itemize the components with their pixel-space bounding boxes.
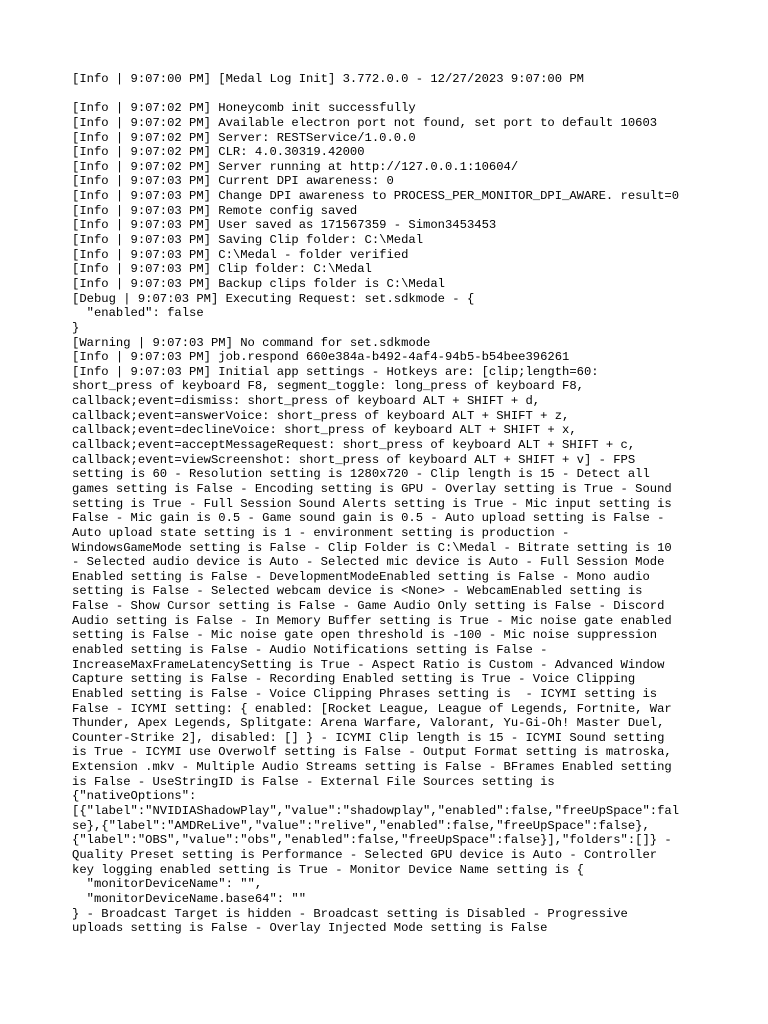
log-line: "monitorDeviceName": "", — [72, 877, 263, 892]
log-line: "enabled": false — [72, 306, 204, 321]
log-line: } - Broadcast Target is hidden - Broadcast setting is Disabled - Progressive — [72, 906, 628, 921]
log-line: [Warning | 9:07:03 PM] No command for set.sdkmode — [72, 335, 431, 350]
log-line: se},{"label":"AMDReLive","value":"relive","enabled":false,"freeUpSpace":false}, — [72, 818, 650, 833]
log-line: [Info | 9:07:03 PM] C:\Medal - folder verified — [72, 247, 409, 262]
log-line: games setting is False - Encoding setting is GPU - Overlay setting is True - Sound — [72, 481, 672, 496]
log-line: IncreaseMaxFrameLatencySetting is True - Aspect Ratio is Custom - Advanced Window — [72, 657, 665, 672]
log-line: [Info | 9:07:03 PM] User saved as 171567359 - Simon3453453 — [72, 218, 497, 233]
log-line: setting is False - Selected webcam device is <None> - WebcamEnabled setting is — [72, 584, 643, 599]
log-body — [72, 101, 712, 936]
log-line: False - Show Cursor setting is False - Game Audio Only setting is False - Discord — [72, 599, 665, 614]
log-line: Auto upload state setting is 1 - environment setting is production - — [72, 525, 570, 540]
log-line: Quality Preset setting is Performance - Selected GPU device is Auto - Controller — [72, 847, 658, 862]
log-line: callback;event=dismiss: short_press of keyboard ALT + SHIFT + d, — [72, 394, 541, 409]
log-line: setting is True - Full Session Sound Alerts setting is True - Mic input setting is — [72, 496, 672, 511]
log-line: [Info | 9:07:02 PM] CLR: 4.0.30319.42000 — [72, 145, 365, 160]
log-line: [Info | 9:07:02 PM] Server: RESTService/1.0.0.0 — [72, 130, 416, 145]
log-line: [Info | 9:07:02 PM] Server running at http://127.0.0.1:10604/ — [72, 159, 519, 174]
log-line: [Debug | 9:07:03 PM] Executing Request: set.sdkmode - { — [72, 291, 475, 306]
log-line: enabled setting is False - Audio Notifications setting is False - — [72, 642, 548, 657]
log-line: is True - ICYMI use Overwolf setting is False - Output Format setting is matroska, — [72, 745, 672, 760]
log-line: Thunder, Apex Legends, Splitgate: Arena Warfare, Valorant, Yu-Gi-Oh! Master Duel, — [72, 716, 665, 731]
log-line: callback;event=viewScreenshot: short_press of keyboard ALT + SHIFT + v] - FPS — [72, 452, 636, 467]
log-line: [Info | 9:07:03 PM] Remote config saved — [72, 203, 358, 218]
log-line: False - Mic gain is 0.5 - Game sound gain is 0.5 - Auto upload setting is False - — [72, 511, 665, 526]
log-line: } — [72, 320, 80, 335]
log-line: [Info | 9:07:02 PM] Available electron port not found, set port to default 10603 — [72, 115, 658, 130]
log-line: is False - UseStringID is False - External File Sources setting is — [72, 774, 555, 789]
log-line: setting is 60 - Resolution setting is 1280x720 - Clip length is 15 - Detect all — [72, 467, 650, 482]
log-line: short_press of keyboard F8, segment_toggle: long_press of keyboard F8, — [72, 379, 584, 394]
log-line: [Info | 9:07:03 PM] Initial app settings - Hotkeys are: [clip;length=60: — [72, 364, 599, 379]
log-line: WindowsGameMode setting is False - Clip Folder is C:\Medal - Bitrate setting is 10 — [72, 540, 672, 555]
log-line: - Selected audio device is Auto - Selected mic device is Auto - Full Session Mode — [72, 555, 665, 570]
log-line: [Info | 9:07:03 PM] Backup clips folder is C:\Medal — [72, 276, 445, 291]
log-line: uploads setting is False - Overlay Injected Mode setting is False — [72, 921, 548, 936]
log-line: Counter-Strike 2], disabled: [] } - ICYMI Clip length is 15 - ICYMI Sound setting — [72, 730, 665, 745]
log-document — [72, 72, 712, 936]
blank-line — [72, 87, 712, 102]
log-line: [Info | 9:07:03 PM] job.respond 660e384a-b492-4af4-94b5-b54bee396261 — [72, 350, 570, 365]
log-line: Extension .mkv - Multiple Audio Streams setting is False - BFrames Enabled setting — [72, 760, 672, 775]
log-line: [Info | 9:07:03 PM] Saving Clip folder: C:\Medal — [72, 233, 424, 248]
log-line: Capture setting is False - Recording Enabled setting is True - Voice Clipping — [72, 672, 636, 687]
log-init-line: [Info | 9:07:00 PM] [Medal Log Init] 3.772.0.0 - 12/27/2023 9:07:00 PM — [72, 72, 584, 86]
log-line: Audio setting is False - In Memory Buffer setting is True - Mic noise gate enabled — [72, 613, 672, 628]
log-line: key logging enabled setting is True - Monitor Device Name setting is { — [72, 862, 584, 877]
log-line: callback;event=declineVoice: short_press of keyboard ALT + SHIFT + x, — [72, 423, 577, 438]
log-line: {"label":"OBS","value":"obs","enabled":false,"freeUpSpace":false}],"folders":[]} - — [72, 833, 672, 848]
log-line: [{"label":"NVIDIAShadowPlay","value":"shadowplay","enabled":false,"freeUpSpace":fal — [72, 804, 680, 819]
log-line: False - ICYMI setting: { enabled: [Rocket League, League of Legends, Fortnite, War — [72, 701, 672, 716]
log-line: setting is False - Mic noise gate open threshold is -100 - Mic noise suppression — [72, 628, 658, 643]
log-line: "monitorDeviceName.base64": "" — [72, 891, 307, 906]
log-line: Enabled setting is False - DevelopmentModeEnabled setting is False - Mono audio — [72, 569, 650, 584]
log-line: [Info | 9:07:03 PM] Change DPI awareness to PROCESS_PER_MONITOR_DPI_AWARE. result=0 — [72, 189, 680, 204]
log-line: Enabled setting is False - Voice Clipping Phrases setting is - ICYMI setting is — [72, 686, 658, 701]
log-line: [Info | 9:07:03 PM] Current DPI awareness: 0 — [72, 174, 394, 189]
log-line: {"nativeOptions": — [72, 789, 197, 804]
log-line: callback;event=answerVoice: short_press of keyboard ALT + SHIFT + z, — [72, 408, 570, 423]
log-line: callback;event=acceptMessageRequest: short_press of keyboard ALT + SHIFT + c, — [72, 438, 636, 453]
log-line: [Info | 9:07:02 PM] Honeycomb init successfully — [72, 101, 416, 116]
log-line: [Info | 9:07:03 PM] Clip folder: C:\Medal — [72, 262, 372, 277]
